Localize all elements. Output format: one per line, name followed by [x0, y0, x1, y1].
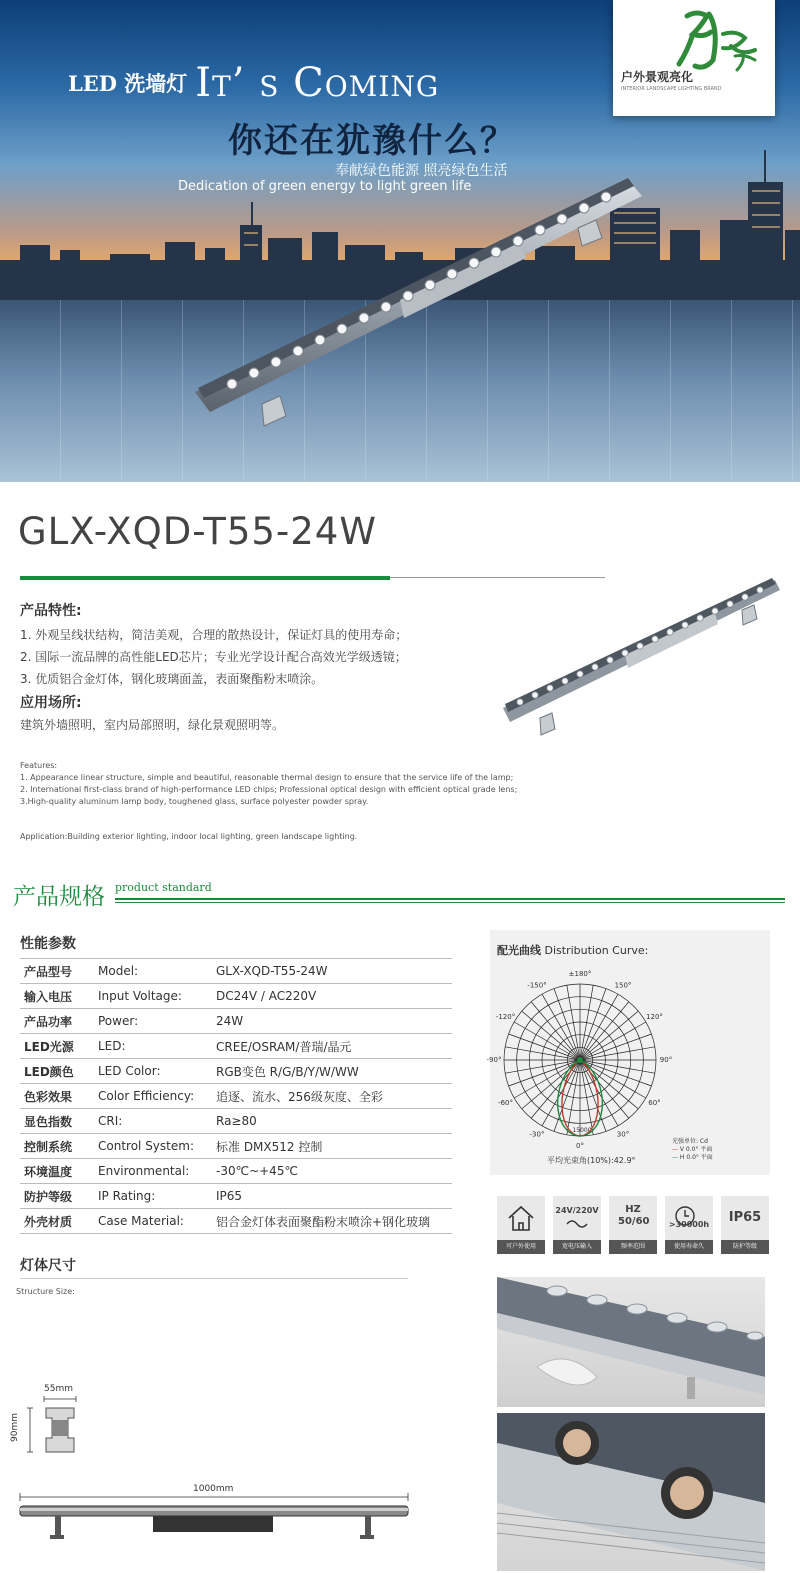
param-name-cn: 显色指数	[20, 1109, 98, 1134]
icon-caption: 频率范围	[620, 1243, 645, 1250]
lifespan-icon-top	[665, 1196, 713, 1240]
legend-h-swatch: —	[672, 1154, 680, 1161]
product-photo-closeup-2	[497, 1413, 765, 1571]
legend-v	[672, 1146, 713, 1154]
param-name-en: Power:	[98, 1009, 216, 1034]
param-value: -30℃~+45℃	[216, 1159, 452, 1184]
lamp-closeup-image-1	[497, 1277, 765, 1407]
dimension-width-label: 55mm	[44, 1384, 73, 1394]
param-name-cn: 环境温度	[20, 1159, 98, 1184]
feature-item: 2. 国际一流品牌的高性能LED芯片；专业光学设计配合高效光学级透镜；	[20, 650, 407, 664]
ip-rating-icon-top	[721, 1196, 769, 1240]
hero-led-label: LED 洗墙灯	[68, 71, 188, 96]
spec-section-title-en: product standard	[115, 881, 212, 894]
model-title: GLX-XQD-T55-24W	[18, 510, 377, 553]
icon-caption: 可户外使用	[505, 1243, 536, 1250]
param-name-en: Environmental:	[98, 1159, 216, 1184]
lamp-closeup-image-2	[497, 1413, 765, 1571]
param-name-en: LED Color:	[98, 1059, 216, 1084]
param-name-en: Color Efficiency:	[98, 1084, 216, 1109]
icon-label: >30000h	[668, 1220, 710, 1229]
polar-angle-label: -120°	[495, 1013, 516, 1021]
feature-en-item: 1. Appearance linear structure, simple and beautiful, reasonable thermal design to ensure that the service life of the lamp;	[20, 773, 514, 782]
param-value: DC24V / AC220V	[216, 984, 452, 1009]
polar-angle-label: 60°	[648, 1099, 661, 1107]
param-name-cn: 控制系统	[20, 1134, 98, 1159]
feature-item: 1. 外观呈线状结构，简洁美观，合理的散热设计，保证灯具的使用寿命；	[20, 628, 408, 642]
param-value: CREE/OSRAM/普瑞/晶元	[216, 1034, 452, 1059]
house-icon-glyph	[497, 1196, 545, 1240]
icon-caption: 防护等级	[732, 1243, 757, 1250]
param-name-cn: 外壳材质	[20, 1209, 98, 1234]
param-name-cn: 产品型号	[20, 959, 98, 984]
features-en-heading: Features:	[20, 761, 58, 770]
param-name-cn: LED光源	[20, 1034, 98, 1059]
logo-brand-text: 户外景观亮化	[621, 70, 694, 84]
param-value: IP65	[216, 1184, 452, 1209]
feature-en-item: 3.High-quality aluminum lamp body, toughened glass, surface polyester powder spray.	[20, 797, 369, 806]
polar-angle-label: 0°	[576, 1142, 584, 1150]
distribution-heading-cn: 配光曲线	[497, 944, 541, 957]
legend-title: 光强单位: Cd	[672, 1138, 708, 1145]
wave-icon	[553, 1196, 601, 1240]
dimension-height-label: 90mm	[10, 1413, 20, 1442]
polar-angle-label: -90°	[486, 1056, 502, 1064]
polar-angle-label: 90°	[659, 1056, 673, 1064]
param-name-en: Input Voltage:	[98, 984, 216, 1009]
icon-label: HZ 50/60	[618, 1204, 650, 1227]
frequency-icon	[609, 1196, 657, 1254]
feature-item: 3. 优质铝合金灯体，钢化玻璃面盖，表面聚酯粉末喷涂。	[20, 672, 324, 686]
param-name-cn: 输入电压	[20, 984, 98, 1009]
application-text: 建筑外墙照明，室内局部照明，绿化景观照明等。	[20, 718, 285, 732]
param-name-cn: 产品功率	[20, 1009, 98, 1034]
voltage-icon-top	[553, 1196, 601, 1240]
beam-angle-text: 平均光束角(10%):42.9°	[547, 1156, 636, 1165]
logo-small-text: INTERIOR LANDSCAPE LIGHTING BRAND	[621, 86, 722, 92]
polar-angle-label: 150°	[614, 981, 632, 990]
icon-caption: 宽电压输入	[561, 1243, 592, 1250]
polar-angle-label: 30°	[616, 1130, 630, 1139]
dimension-heading: 灯体尺寸	[20, 1258, 76, 1274]
hero-tagline: It’ s Coming	[195, 60, 440, 106]
frequency-icon-top	[609, 1196, 657, 1240]
param-value: GLX-XQD-T55-24W	[216, 959, 452, 984]
application-heading: 应用场所:	[20, 695, 82, 711]
lifespan-icon	[665, 1196, 713, 1254]
product-photo-closeup-1	[497, 1277, 765, 1407]
house-icon-top	[497, 1196, 545, 1240]
param-name-en: LED:	[98, 1034, 216, 1059]
param-value: 铝合金灯体表面聚酯粉末喷涂+钢化玻璃	[216, 1209, 452, 1234]
param-name-cn: 色彩效果	[20, 1084, 98, 1109]
param-name-en: CRI:	[98, 1109, 216, 1134]
legend-v-swatch: —	[672, 1146, 680, 1153]
ip-rating-icon	[721, 1196, 769, 1254]
icon-label: IP65	[728, 1210, 762, 1225]
polar-angle-label: 120°	[646, 1013, 663, 1021]
application-en-text: Application:Building exterior lighting, indoor local lighting, green landscape lighting.	[20, 832, 358, 841]
distribution-heading-en: Distribution Curve:	[544, 944, 649, 957]
dimension-length-label: 1000mm	[193, 1484, 234, 1494]
param-name-cn: LED颜色	[20, 1059, 98, 1084]
param-value: 标准 DMX512 控制	[216, 1134, 452, 1159]
dimension-en-label: Structure Size:	[16, 1287, 75, 1296]
polar-center-dot	[577, 1057, 583, 1063]
param-name-en: Model:	[98, 959, 216, 984]
legend-h	[672, 1154, 713, 1162]
param-name-en: Case Material:	[98, 1209, 216, 1234]
legend-v-label: V 0.0° 平面	[679, 1146, 713, 1153]
distribution-legend	[672, 1138, 713, 1162]
param-name-en: Control System:	[98, 1134, 216, 1159]
polar-angle-label: -60°	[498, 1099, 513, 1107]
param-name-cn: 防护等级	[20, 1184, 98, 1209]
performance-heading: 性能参数	[20, 936, 76, 952]
features-heading: 产品特性:	[20, 603, 82, 619]
polar-angle-label: -150°	[527, 981, 547, 990]
param-value: RGB变色 R/G/B/Y/W/WW	[216, 1059, 452, 1084]
polar-angle-label: ±180°	[568, 970, 592, 978]
hero-question: 你还在犹豫什么？	[228, 121, 516, 161]
legend-h-label: H 0.0° 平面	[679, 1154, 713, 1161]
spec-section-title: 产品规格	[13, 884, 105, 910]
param-name-en: IP Rating:	[98, 1184, 216, 1209]
param-value: 追逐、流水、256级灰度、全彩	[216, 1084, 452, 1109]
feature-en-item: 2. International first-class brand of high-performance LED chips; Professional optical design with efficient optical grade lens;	[20, 785, 518, 794]
param-value: 24W	[216, 1009, 452, 1034]
polar-angle-label: -30°	[529, 1130, 545, 1139]
icon-caption: 使用寿命久	[673, 1243, 704, 1250]
icon-label: 24V/220V	[555, 1206, 599, 1215]
feature-icons-row	[497, 1196, 769, 1254]
hero-subtitle-en: Dedication of green energy to light green life	[178, 179, 472, 194]
hero-subtitle-cn: 奉献绿色能源 照亮绿色生活	[335, 163, 508, 179]
polar-center-value: 15000	[572, 1127, 592, 1134]
house-icon	[497, 1196, 545, 1254]
voltage-icon	[553, 1196, 601, 1254]
param-value: Ra≥80	[216, 1109, 452, 1134]
clock-icon	[665, 1196, 713, 1240]
